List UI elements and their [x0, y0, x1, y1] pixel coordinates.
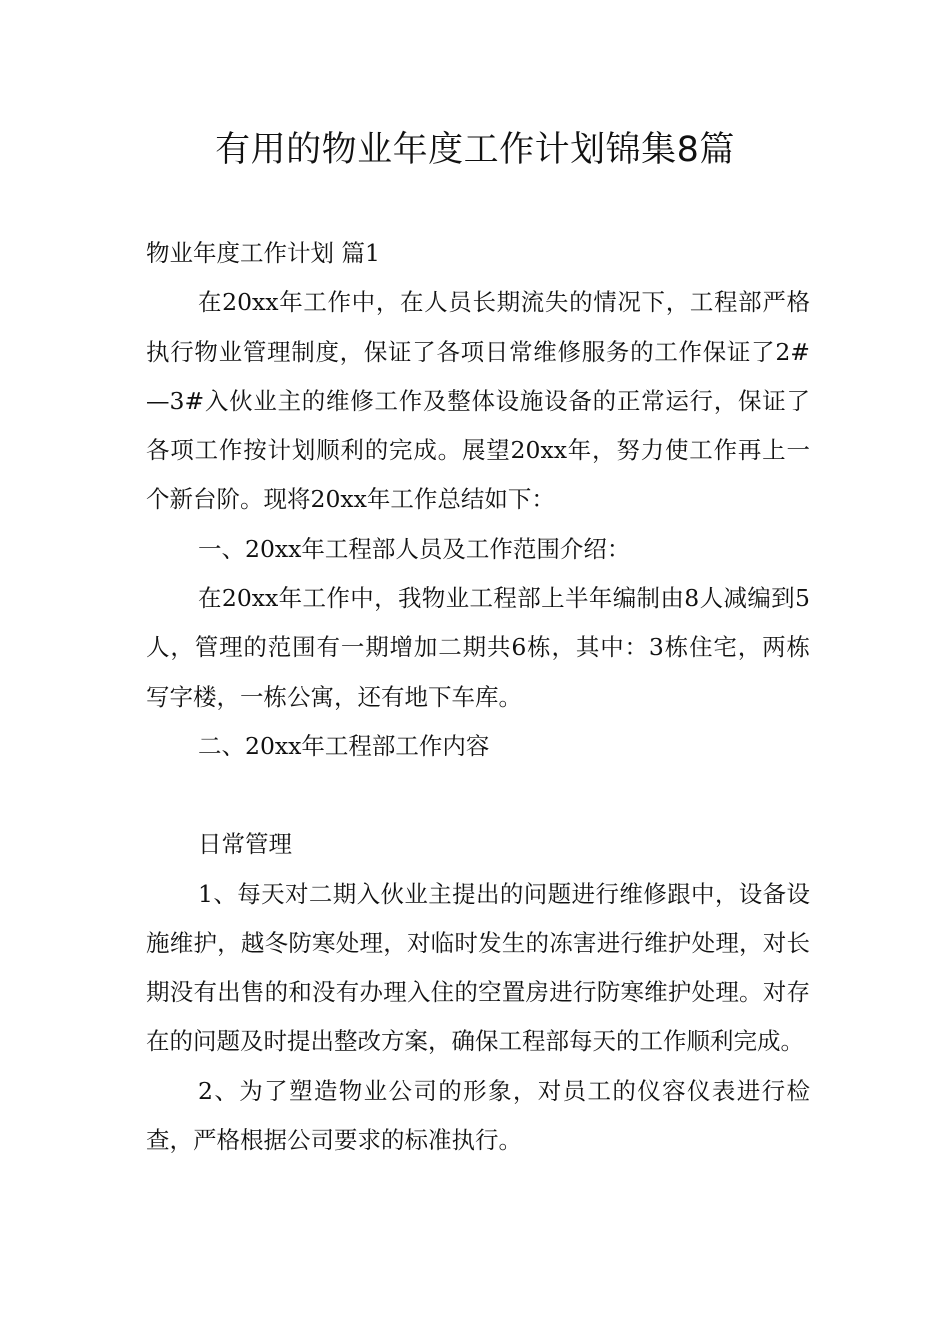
daily-management-heading: 日常管理 [198, 830, 292, 859]
heading-staff-scope: 一、20xx年工程部人员及工作范围介绍： [198, 534, 631, 563]
staff-paragraph: 在20xx年工作中，我物业工程部上半年编制由8人减编到5人，管理的范围有一期增加二期共6栋，其中：3栋住宅，两栋写字楼，一栋公寓，还有地下车库。 [146, 584, 810, 711]
intro-paragraph: 在20xx年工作中，在人员长期流失的情况下，工程部严格执行物业管理制度，保证了各项日常维修服务的工作保证了2#—3#入伙业主的维修工作及整体设施设备的正常运行，保证了各项工作按计划顺利的完成。展望20xx年，努力使工作再上一个新台阶。现将20xx年工作总结如下： [146, 288, 810, 514]
heading-work-content: 二、20xx年工程部工作内容 [198, 731, 490, 760]
document-title: 有用的物业年度工作计划锦集8篇 [215, 130, 735, 170]
daily-item-1: 1、每天对二期入伙业主提出的问题进行维修跟中，设备设施维护，越冬防寒处理，对临时发生的冻害进行维护处理，对长期没有出售的和没有办理入住的空置房进行防寒维护处理。对存在的问题及时提出整改方案，确保工程部每天的工作顺利完成。 [146, 879, 810, 1056]
section-heading: 物业年度工作计划 篇1 [146, 239, 380, 267]
document-body [146, 229, 810, 1165]
blank-line [146, 771, 810, 820]
daily-item-2: 2、为了塑造物业公司的形象，对员工的仪容仪表进行检查，严格根据公司要求的标准执行。 [146, 1076, 810, 1155]
